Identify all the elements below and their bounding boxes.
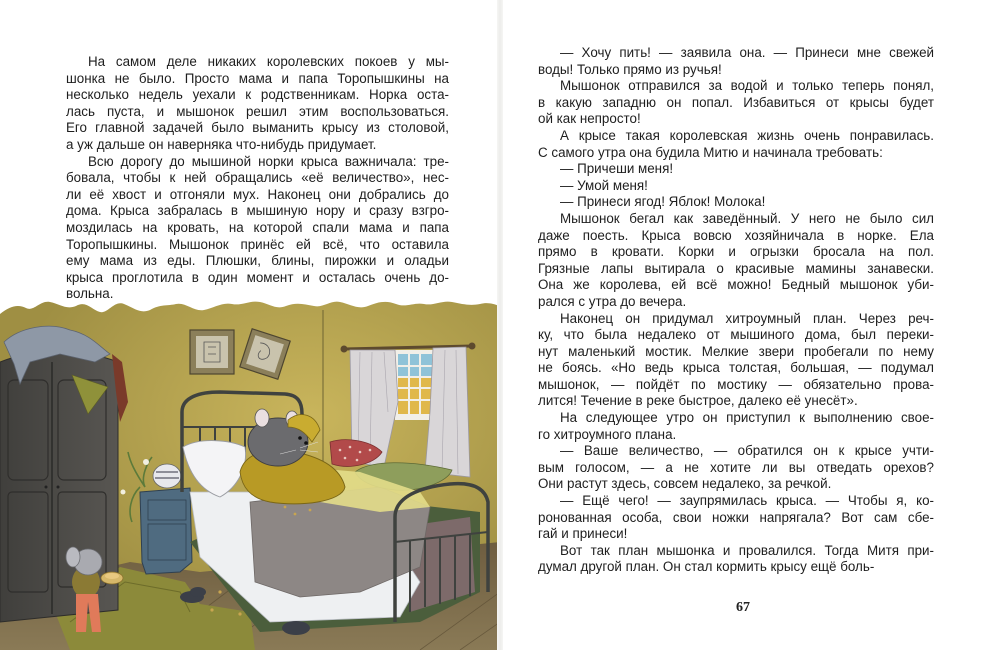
paragraph: [538, 45, 934, 78]
paragraph: [538, 410, 934, 443]
text-line: Мышонок отправился за водой и только теперь понял,: [560, 78, 934, 94]
text-line: прямо в кровати. Корки и огрызки бросала на пол.: [538, 244, 934, 260]
text-line: гай и принеси!: [538, 526, 628, 542]
text-line: — Ещё чего! — заупрямилась крыса. — Чтобы я, ко-: [560, 493, 934, 509]
text-line: — Умой меня!: [560, 177, 648, 193]
text-line: С самого утра она будила Митю и начинала требовать:: [538, 144, 883, 160]
paragraph: [538, 78, 934, 128]
text-line: лится! Течение в реке быстрое, далеко её унесёт».: [538, 393, 858, 409]
bedroom-illustration: [0, 292, 500, 650]
text-line: воды! Только прямо из ручья!: [538, 61, 722, 77]
text-line: — Ваше величество, — обратился он к крысе учти-: [560, 443, 934, 459]
text-line: даже поесть. Крыса вовсю хозяйничала в норке. Ела: [538, 227, 934, 243]
text-line: Вот так план мышонка и провалился. Тогда Митя при-: [560, 542, 934, 558]
text-line: Они растут здесь, совсем недалеко, за речкой.: [538, 476, 832, 492]
text-line: рался с утра до вечера.: [538, 293, 687, 309]
paragraph: [538, 311, 934, 411]
text-line: ронованная особа, свои ножки напрягала? Вот сам сбе-: [538, 509, 934, 525]
paragraph: [538, 128, 934, 161]
paragraph: [538, 178, 934, 195]
text-line: мышонок, — пойдёт по мостику — обязательно прова-: [538, 376, 934, 392]
text-line: шонка не было. Просто мама и папа Торопышкины на: [66, 70, 449, 86]
text-line: не боясь. «Но ведь крыса толстая, большая, — подумал: [538, 360, 934, 376]
left-page-text-column: [66, 54, 449, 303]
text-line: Его главной задачей было выманить крысу из столовой,: [66, 120, 449, 136]
paragraph: [538, 211, 934, 311]
text-line: моздилась на кровать, на которой спали мама и папа: [66, 219, 449, 235]
text-line: Грязные лапы вытирала о красивые мамины занавески.: [538, 260, 934, 276]
paragraph: [66, 54, 449, 154]
paragraph: [66, 154, 449, 303]
paragraph: [538, 493, 934, 543]
right-page-text-column: [538, 45, 934, 576]
text-line: — Принеси ягод! Яблок! Молока!: [560, 194, 766, 210]
text-line: На самом деле никаких королевских покоев у мы-: [88, 54, 449, 69]
text-line: ему мама из еды. Плюшки, блины, пирожки и оладьи: [66, 253, 449, 269]
text-line: А крысе такая королевская жизнь очень понравилась.: [560, 127, 934, 143]
text-line: ку, что была недалеко от мышиного дома, был переки-: [538, 327, 934, 343]
text-line: крыса проглотила в один момент и осталась очень до-: [66, 269, 449, 285]
paragraph: [538, 194, 934, 211]
text-line: — Хочу пить! — заявила она. — Принеси мне свежей: [560, 45, 934, 60]
text-line: а уж дальше он наверняка что-нибудь придумает.: [66, 136, 377, 152]
text-line: дома. Крыса забралась в мышиную нору и сразу взгро-: [66, 203, 449, 219]
text-line: Наконец он придумал хитроумный план. Через реч-: [560, 310, 934, 326]
text-line: Она же королева, ей всё можно! Бедный мышонок уби-: [538, 277, 934, 293]
text-line: го хитроумного плана.: [538, 426, 677, 442]
paragraph: [538, 161, 934, 178]
page-number: 67: [736, 600, 750, 615]
text-line: — Причеши меня!: [560, 161, 674, 177]
text-line: Мышонок бегал как заведённый. У него не было сил: [560, 210, 934, 226]
paragraph: [538, 443, 934, 493]
text-line: нут маленький мостик. Мелкие звери пробегали по нему: [538, 343, 934, 359]
text-line: Торопышкины. Мышонок принёс ей всё, что оставила: [66, 236, 449, 252]
text-line: лась пуста, и мышонок решил этим воспользоваться.: [66, 103, 449, 119]
text-line: в какую западню он попал. Избавиться от крысы будет: [538, 94, 934, 110]
paragraph: [538, 543, 934, 576]
text-line: вольна.: [66, 286, 114, 302]
text-line: бовала, чтобы к ней обращались «её величество», нес-: [66, 170, 449, 186]
text-line: ой как непросто!: [538, 111, 641, 127]
text-line: Всю дорогу до мышиной норки крыса важничала: тре-: [88, 153, 449, 169]
text-line: На следующее утро он приступил к выполнению свое-: [560, 410, 934, 426]
right-page: [500, 0, 1000, 650]
text-line: думал другой план. Он стал кормить крысу ещё боль-: [538, 559, 875, 575]
text-line: ли её хвост и отгоняли мух. Наконец они добрались до: [66, 186, 449, 202]
text-line: несколько недель уехали к родственникам. Норка оста-: [66, 87, 449, 103]
text-line: вым голосом, — а не хотите ли вы отведать орехов?: [538, 459, 934, 475]
